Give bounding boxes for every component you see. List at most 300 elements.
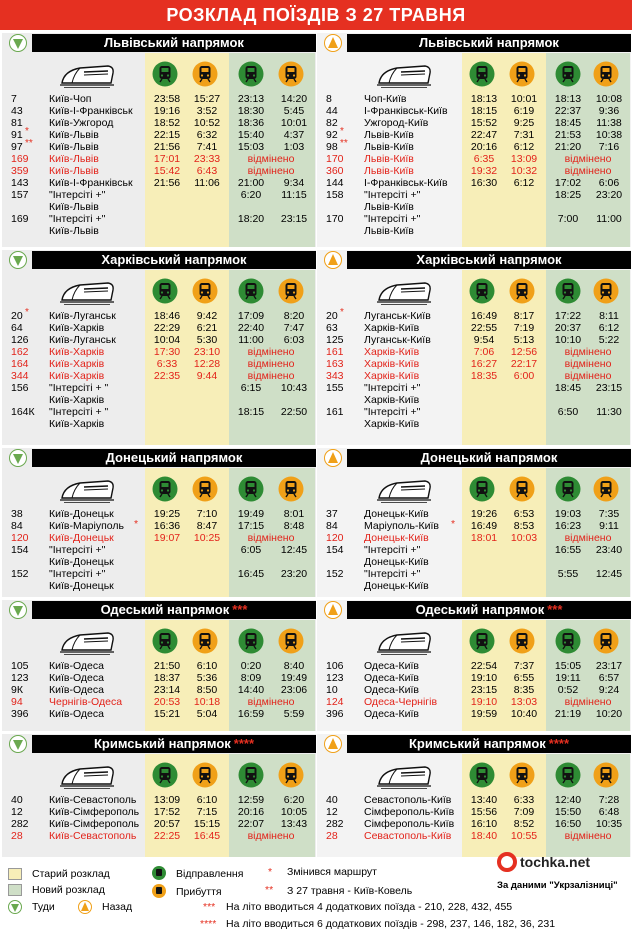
old-arrival: 7:41	[196, 141, 218, 153]
old-arrival: 8:52	[513, 818, 535, 830]
train-green-icon	[238, 476, 264, 502]
train-orange-icon	[192, 278, 218, 304]
train-route: Київ-Львів	[49, 141, 99, 153]
train-route: Одеса-Київ	[364, 684, 419, 696]
train-row	[2, 213, 316, 225]
direction-header	[2, 33, 316, 53]
train-row	[317, 307, 631, 322]
train-route: Сімферополь-Київ	[364, 818, 455, 830]
train-row-continuation	[317, 556, 631, 568]
train-number: 282	[11, 818, 29, 830]
old-arrival: 8:50	[196, 684, 218, 696]
new-arrival: 7:28	[598, 794, 620, 806]
new-departure: 19:03	[554, 508, 582, 520]
train-route: Львів-Київ	[364, 141, 414, 153]
train-pictogram	[58, 628, 116, 656]
new-arrival: 19:49	[280, 672, 308, 684]
train-row	[317, 138, 631, 153]
schedule-panel-right	[317, 250, 631, 445]
train-number: 157	[11, 189, 29, 201]
train-green-icon	[469, 476, 495, 502]
train-row-continuation	[2, 394, 316, 406]
down-arrow-green-icon	[9, 34, 27, 52]
old-departure: 20:53	[153, 696, 181, 708]
new-departure: 15:03	[237, 141, 265, 153]
train-route: Київ-Севастополь	[49, 830, 137, 842]
train-row	[317, 322, 631, 334]
train-row	[317, 153, 631, 165]
train-number: 106	[326, 660, 344, 672]
old-arrival: 8:53	[513, 520, 535, 532]
train-green-icon	[469, 762, 495, 788]
train-row	[2, 672, 316, 684]
train-green-icon	[238, 762, 264, 788]
train-row	[2, 307, 316, 322]
train-route-line2: Київ-Донецьк	[49, 580, 114, 592]
direction-name: Кримський напрямок	[93, 736, 231, 751]
train-number: 82	[326, 117, 338, 129]
train-row	[317, 105, 631, 117]
train-row	[317, 806, 631, 818]
new-arrival: 9:11	[599, 520, 619, 532]
schedule-panel-left	[2, 734, 316, 857]
old-schedule-swatch	[8, 868, 22, 880]
new-arrival: 9:36	[598, 105, 620, 117]
train-row	[317, 568, 631, 580]
old-departure: 18:35	[470, 370, 498, 382]
old-departure: 13:09	[153, 794, 181, 806]
train-number: 28	[326, 830, 338, 842]
old-arrival: 8:35	[513, 684, 535, 696]
train-number: 143	[11, 177, 29, 189]
direction-header	[2, 250, 316, 270]
new-departure: 12:40	[554, 794, 582, 806]
train-orange-icon	[509, 61, 535, 87]
train-row	[2, 806, 316, 818]
route-changed-mark: *	[268, 866, 273, 878]
train-row	[2, 696, 316, 708]
legend-new: Новий розклад	[32, 884, 105, 896]
old-arrival: 6:53	[513, 508, 535, 520]
new-arrival: 11:30	[596, 406, 622, 418]
cancelled-label: відмінено	[564, 346, 612, 358]
train-green-icon	[555, 278, 581, 304]
train-row	[317, 165, 631, 177]
train-orange-icon	[593, 476, 619, 502]
cancelled-label: відмінено	[247, 153, 295, 165]
train-route: "Інтерсіті +"	[364, 568, 421, 580]
new-arrival: 4:37	[283, 129, 305, 141]
old-departure: 19:25	[153, 508, 181, 520]
train-route: Одеса-Київ	[364, 672, 419, 684]
new-arrival: 23:06	[280, 684, 308, 696]
new-arrival: 7:35	[598, 508, 620, 520]
route-note-mark: *	[340, 307, 344, 318]
train-row	[2, 189, 316, 201]
train-green-icon	[238, 278, 264, 304]
train-route: Севастополь-Київ	[364, 794, 452, 806]
train-row	[2, 153, 316, 165]
train-route-line2: Київ-Донецьк	[49, 556, 114, 568]
train-green-icon	[555, 628, 581, 654]
train-route: І-Франківськ-Київ	[364, 177, 448, 189]
train-number: 360	[326, 165, 344, 177]
cancelled-label: відмінено	[247, 696, 295, 708]
train-number: 44	[326, 105, 338, 117]
train-route-line2: Донецьк-Київ	[364, 556, 429, 568]
direction-header	[2, 448, 316, 468]
train-row	[2, 322, 316, 334]
train-green-icon	[152, 628, 178, 654]
train-row	[2, 544, 316, 556]
train-row	[317, 126, 631, 141]
schedule-panel-left	[2, 600, 316, 731]
new-departure: 18:45	[554, 117, 582, 129]
train-number: 156	[11, 382, 29, 394]
down-arrow-green-icon	[9, 449, 27, 467]
legend-departure: Відправлення	[176, 868, 244, 880]
train-route: "Інтерсіті +"	[49, 568, 106, 580]
new-departure: 8:09	[240, 672, 262, 684]
train-row-continuation	[317, 418, 631, 430]
train-green-icon	[238, 61, 264, 87]
train-green-icon	[555, 61, 581, 87]
train-row	[317, 830, 631, 842]
train-number: 38	[11, 508, 23, 520]
train-number: 28	[11, 830, 23, 842]
train-row	[2, 138, 316, 153]
new-arrival: 7:16	[598, 141, 620, 153]
train-green-icon	[152, 476, 178, 502]
train-row-continuation	[2, 580, 316, 592]
train-route: Київ-Харків	[49, 370, 105, 382]
train-pictogram	[58, 476, 116, 504]
up-arrow-orange-icon	[324, 735, 342, 753]
train-route: Київ-Одеса	[49, 684, 104, 696]
old-arrival: 7:09	[513, 806, 535, 818]
direction-name: Кримський напрямок	[408, 736, 546, 751]
route-note-mark: *	[25, 126, 29, 137]
train-row-continuation	[317, 201, 631, 213]
train-row	[2, 830, 316, 842]
train-route: Харків-Київ	[364, 346, 420, 358]
old-arrival: 12:56	[510, 346, 538, 358]
new-departure: 15:05	[554, 660, 582, 672]
train-green-icon	[555, 476, 581, 502]
cancelled-label: відмінено	[564, 696, 612, 708]
train-number: 105	[11, 660, 29, 672]
train-number: 37	[326, 508, 338, 520]
direction-note-mark: ****	[548, 736, 570, 751]
train-number: 97	[11, 141, 23, 153]
train-row	[2, 520, 316, 532]
direction-header	[2, 734, 316, 754]
train-number: 64	[11, 322, 23, 334]
cancelled-label: відмінено	[247, 370, 295, 382]
old-arrival: 6:00	[513, 370, 535, 382]
train-row	[317, 508, 631, 520]
new-arrival: 5:59	[283, 708, 305, 720]
train-route: Київ-Донецьк	[49, 532, 114, 544]
train-number: 164	[11, 358, 29, 370]
train-route: Київ-Луганськ	[49, 334, 116, 346]
new-arrival: 8:11	[599, 310, 619, 322]
new-departure: 6:15	[240, 382, 262, 394]
new-arrival: 9:34	[283, 177, 305, 189]
old-departure: 18:13	[470, 93, 498, 105]
train-row	[317, 794, 631, 806]
train-row	[317, 117, 631, 129]
new-departure: 16:55	[554, 544, 582, 556]
direction-title	[347, 735, 631, 753]
legend-route-changed: Змінився маршрут	[287, 866, 377, 878]
old-arrival: 8:17	[513, 310, 535, 322]
train-route: Київ-Сімферополь	[49, 818, 140, 830]
train-row-continuation	[2, 225, 316, 237]
old-departure: 20:16	[470, 141, 498, 153]
old-departure: 22:47	[470, 129, 498, 141]
train-number: 343	[326, 370, 344, 382]
new-arrival: 9:24	[598, 684, 620, 696]
new-departure: 6:05	[240, 544, 262, 556]
new-departure: 16:45	[237, 568, 265, 580]
cancelled-label: відмінено	[564, 830, 612, 842]
new-departure: 7:00	[557, 213, 579, 225]
old-departure: 6:35	[473, 153, 495, 165]
old-departure: 16:49	[470, 520, 498, 532]
train-number: 123	[11, 672, 29, 684]
train-number: 154	[11, 544, 29, 556]
train-number: 359	[11, 165, 29, 177]
legend-kovel: З 27 травня - Київ-Ковель	[287, 885, 413, 897]
train-orange-icon	[509, 628, 535, 654]
old-arrival: 7:31	[513, 129, 535, 141]
old-arrival: 15:15	[193, 818, 221, 830]
train-number: 84	[11, 520, 23, 532]
old-arrival: 9:44	[196, 370, 218, 382]
new-arrival: 23:15	[280, 213, 308, 225]
new-arrival: 8:20	[283, 310, 305, 322]
train-orange-icon	[278, 762, 304, 788]
new-arrival: 5:22	[598, 334, 620, 346]
old-departure: 7:06	[473, 346, 495, 358]
old-arrival: 11:06	[194, 177, 220, 189]
train-route: Маріуполь-Київ	[364, 520, 439, 532]
new-arrival: 8:01	[283, 508, 305, 520]
old-arrival: 3:52	[196, 105, 218, 117]
train-number: 94	[11, 696, 23, 708]
train-row	[2, 165, 316, 177]
old-arrival: 5:13	[513, 334, 535, 346]
train-row	[317, 532, 631, 544]
direction-title	[347, 34, 631, 52]
train-row	[2, 346, 316, 358]
direction-title	[32, 251, 316, 269]
old-departure: 18:37	[153, 672, 181, 684]
direction-header	[317, 734, 631, 754]
schedule-panel-left	[2, 250, 316, 445]
new-departure: 21:20	[554, 141, 582, 153]
new-departure: 18:13	[554, 93, 582, 105]
old-departure: 18:46	[153, 310, 181, 322]
old-departure: 18:40	[470, 830, 498, 842]
new-arrival: 8:48	[283, 520, 305, 532]
direction-title	[347, 251, 631, 269]
old-departure: 21:56	[153, 141, 181, 153]
old-arrival: 6:19	[513, 105, 535, 117]
train-number: 9К	[11, 684, 23, 696]
train-route-line2: Харків-Київ	[364, 418, 420, 430]
new-arrival: 11:38	[596, 117, 622, 129]
new-arrival: 6:12	[598, 322, 620, 334]
train-number: 124	[326, 696, 344, 708]
cancelled-label: відмінено	[564, 153, 612, 165]
direction-header	[317, 448, 631, 468]
train-row	[2, 93, 316, 105]
new-departure: 12:59	[237, 794, 265, 806]
new-departure: 6:20	[240, 189, 262, 201]
train-route: Київ-Луганськ	[49, 310, 116, 322]
direction-name: Одеський напрямок	[415, 602, 545, 617]
train-route: Львів-Київ	[364, 129, 414, 141]
train-route: "Інтерсіті +"	[364, 382, 421, 394]
legend-old: Старий розклад	[32, 868, 110, 880]
train-orange-icon	[278, 278, 304, 304]
new-arrival: 7:47	[283, 322, 305, 334]
train-route: Одеса-Київ	[364, 708, 419, 720]
old-departure: 19:10	[470, 696, 498, 708]
old-departure: 19:32	[470, 165, 498, 177]
train-number: 169	[11, 153, 29, 165]
train-row	[2, 177, 316, 189]
cancelled-label: відмінено	[247, 532, 295, 544]
new-arrival: 10:38	[595, 129, 623, 141]
new-departure: 16:59	[237, 708, 265, 720]
train-number: 396	[11, 708, 29, 720]
train-orange-icon	[593, 278, 619, 304]
new-departure: 19:49	[237, 508, 265, 520]
new-departure: 17:02	[554, 177, 582, 189]
up-arrow-orange-icon	[324, 449, 342, 467]
old-arrival: 6:32	[196, 129, 218, 141]
train-pictogram	[375, 628, 433, 656]
cancelled-label: відмінено	[564, 370, 612, 382]
old-arrival: 10:25	[193, 532, 221, 544]
up-arrow-orange-icon	[324, 601, 342, 619]
train-number: 169	[11, 213, 29, 225]
new-departure: 20:37	[554, 322, 582, 334]
train-route: Одеса-Чернігів	[364, 696, 438, 708]
train-number: 154	[326, 544, 344, 556]
train-orange-icon	[509, 476, 535, 502]
train-route: "Інтерсіті + "	[49, 382, 109, 394]
page-title: РОЗКЛАД ПОЇЗДІВ З 27 ТРАВНЯ	[0, 0, 632, 30]
train-green-icon	[555, 762, 581, 788]
train-route: Харків-Київ	[364, 322, 420, 334]
direction-title	[347, 601, 631, 619]
train-green-icon	[238, 628, 264, 654]
new-departure: 0:20	[240, 660, 262, 672]
train-row-continuation	[317, 394, 631, 406]
old-arrival: 9:42	[196, 310, 218, 322]
train-row	[317, 93, 631, 105]
train-number: 7	[11, 93, 17, 105]
data-source: За даними "Укрзалізниці"	[497, 880, 618, 891]
tochka-logo: tochka.net	[520, 854, 591, 870]
direction-header	[2, 600, 316, 620]
train-route: Київ-Севастополь	[49, 794, 137, 806]
train-route: Харків-Київ	[364, 358, 420, 370]
new-arrival: 23:15	[595, 382, 623, 394]
train-route-line2: Київ-Харків	[49, 394, 105, 406]
train-green-icon	[469, 628, 495, 654]
train-number: 120	[326, 532, 344, 544]
direction-name: Харківський напрямок	[101, 252, 247, 267]
cancelled-label: відмінено	[247, 830, 295, 842]
legend-there: Туди	[32, 901, 55, 913]
train-number: 123	[326, 672, 344, 684]
schedule-panel-left	[2, 448, 316, 597]
train-row	[317, 406, 631, 418]
train-row-continuation	[2, 201, 316, 213]
direction-name: Донецький напрямок	[420, 450, 558, 465]
train-row-continuation	[2, 418, 316, 430]
new-departure: 22:40	[237, 322, 265, 334]
train-route-line2: Донецьк-Київ	[364, 580, 429, 592]
train-route: Сімферополь-Київ	[364, 806, 455, 818]
direction-header	[317, 600, 631, 620]
train-route: Київ-Харків	[49, 346, 105, 358]
old-arrival: 9:25	[513, 117, 535, 129]
old-arrival: 10:55	[510, 830, 538, 842]
new-arrival: 6:48	[598, 806, 620, 818]
train-orange-icon	[278, 476, 304, 502]
new-departure: 16:23	[554, 520, 582, 532]
old-departure: 18:15	[470, 105, 498, 117]
direction-name: Харківський напрямок	[416, 252, 562, 267]
new-departure: 11:00	[238, 334, 264, 346]
train-route: Одеса-Київ	[364, 660, 419, 672]
train-route: Донецьк-Київ	[364, 508, 429, 520]
cancelled-label: відмінено	[247, 358, 295, 370]
old-departure: 22:29	[153, 322, 181, 334]
train-route: Київ-Львів	[49, 153, 99, 165]
old-arrival: 7:37	[513, 660, 535, 672]
old-departure: 15:52	[470, 117, 498, 129]
train-route: Київ-Львів	[49, 165, 99, 177]
schedule-panel-right	[317, 600, 631, 731]
train-route: "Інтерсіті + "	[49, 406, 109, 418]
train-route: "Інтерсіті +"	[49, 544, 106, 556]
new-departure: 23:13	[237, 93, 265, 105]
route-note-mark: **	[25, 138, 33, 149]
new-arrival: 23:40	[595, 544, 623, 556]
train-green-icon	[152, 866, 166, 880]
train-route: "Інтерсіті +"	[364, 189, 421, 201]
new-arrival: 11:15	[281, 189, 307, 201]
train-route: Севастополь-Київ	[364, 830, 452, 842]
train-row	[2, 105, 316, 117]
train-number: 81	[11, 117, 23, 129]
old-arrival: 23:33	[193, 153, 221, 165]
old-arrival: 6:12	[513, 141, 535, 153]
old-departure: 16:27	[470, 358, 498, 370]
train-number: 163	[326, 358, 344, 370]
train-row	[317, 696, 631, 708]
new-departure: 22:07	[237, 818, 265, 830]
train-number: 120	[11, 532, 29, 544]
new-departure: 21:00	[237, 177, 265, 189]
